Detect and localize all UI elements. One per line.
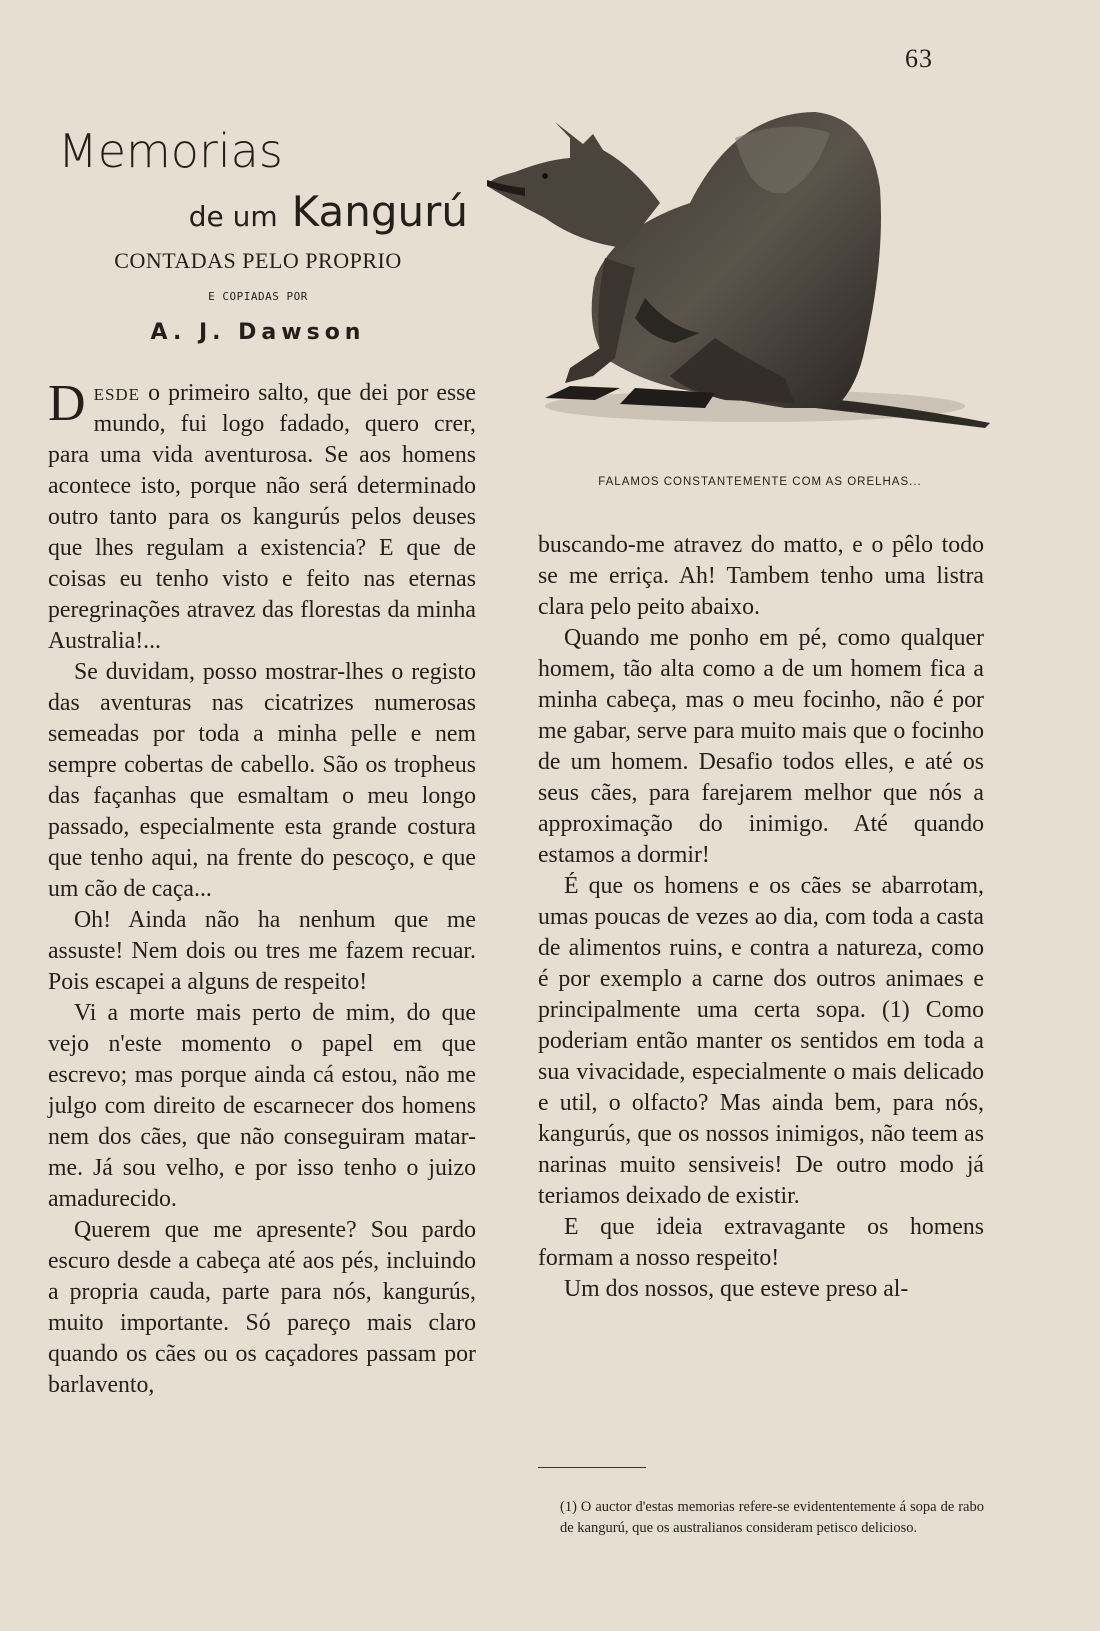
footnote: (1) O auctor d'estas memorias refere-se evidententemente á sopa de rabo de kangurú, que os australianos consideram petisco delicioso. bbox=[560, 1499, 984, 1536]
paragraph: Um dos nossos, que esteve preso al- bbox=[564, 1276, 909, 1302]
author-name: A. J. Dawson bbox=[150, 320, 366, 345]
title-prefix: de um bbox=[188, 200, 278, 233]
right-column bbox=[538, 530, 984, 1305]
paragraph: É que os homens e os cães se abarrotam, umas poucas de vezes ao dia, com toda a casta de alimentos ruins, e contra a natureza, como é por exemplo a carne dos outros animaes e principalmente uma certa sopa. (1) Como poderiam então manter os sentidos em toda a sua vivacidade, especialmente o mais delicado e util, o olfacto? Mas ainda bem, para nós, kangurús, que os nossos inimigos, não teem as narinas muito sensiveis! De outro modo já teriamos deixado de existir. bbox=[538, 873, 984, 1209]
kangaroo-image bbox=[485, 108, 1030, 453]
paragraph-opening bbox=[48, 375, 476, 657]
first-word: esde bbox=[93, 380, 141, 406]
title-line-1: Memorias bbox=[58, 124, 283, 178]
paragraph: Vi a morte mais perto de mim, do que vejo n'este momento o papel em que escrevo; mas porque ainda cá estou, não me julgo com direito de escarnecer dos homens nem dos cães, que não conseguiram matar-me. Já sou velho, e por isso tenho o juizo amadurecido. bbox=[48, 1000, 476, 1212]
paragraph: Querem que me apresente? Sou pardo escuro desde a cabeça até aos pés, incluindo a propria cauda, parte para nós, kangurús, muito importante. Só pareço mais claro quando os cães ou os caçadores passam por barlavento, bbox=[48, 1217, 476, 1398]
title-main-word: Kangurú bbox=[291, 187, 468, 236]
paragraph: Quando me ponho em pé, como qualquer homem, tão alta como a de um homem fica a minha cabeça, mas o meu focinho, não é por me gabar, serve para muito mais que o focinho de um homem. Desafio todos elles, e até os seus cães, para farejarem melhor que nós a approximação do inimigo. Até quando estamos a dormir! bbox=[538, 625, 984, 868]
drop-cap: D bbox=[48, 375, 86, 432]
left-column bbox=[48, 375, 476, 1401]
paragraph: Se duvidam, posso mostrar-lhes o registo das aventuras nas cicatrizes numerosas semeadas por toda a minha pelle e nem sempre cobertas de cabello. São os tropheus das façanhas que esmaltam o meu longo passado, especialmente esta grande costura que tenho aqui, na frente do pescoço, e que um cão de caça... bbox=[48, 659, 476, 902]
article-subtitle: CONTADAS PELO PROPRIO bbox=[114, 248, 402, 273]
paragraph: Oh! Ainda não ha nenhum que me assuste! Nem dois ou tres me fazem recuar. Pois escapei a alguns de respeito! bbox=[48, 907, 476, 995]
article-title bbox=[48, 125, 468, 244]
figure-caption: FALAMOS CONSTANTEMENTE COM AS ORELHAS... bbox=[598, 476, 922, 488]
paragraph-continuation: buscando-me atravez do matto, e o pêlo todo se me erriça. Ah! Tambem tenho uma listra clara pelo peito abaixo. bbox=[538, 532, 984, 620]
page-number: 63 bbox=[905, 44, 933, 73]
copied-by-line: E COPIADAS POR bbox=[208, 290, 308, 303]
opening-text: o primeiro salto, que dei por esse mundo, fui logo fadado, quero crer, para uma vida aventurosa. Se aos homens acontece isto, porque não será determinado outro tanto para os kangurús pelos deuses que lhes regulam a existencia? E que de coisas eu tenho visto e feito nas eternas peregrinações atravez das florestas da minha Australia!... bbox=[48, 380, 476, 654]
title-line-2 bbox=[48, 189, 468, 244]
footnote-divider bbox=[538, 1467, 646, 1468]
kangaroo-illustration bbox=[485, 108, 1030, 453]
paragraph: E que ideia extravagante os homens formam a nosso respeito! bbox=[538, 1214, 984, 1271]
